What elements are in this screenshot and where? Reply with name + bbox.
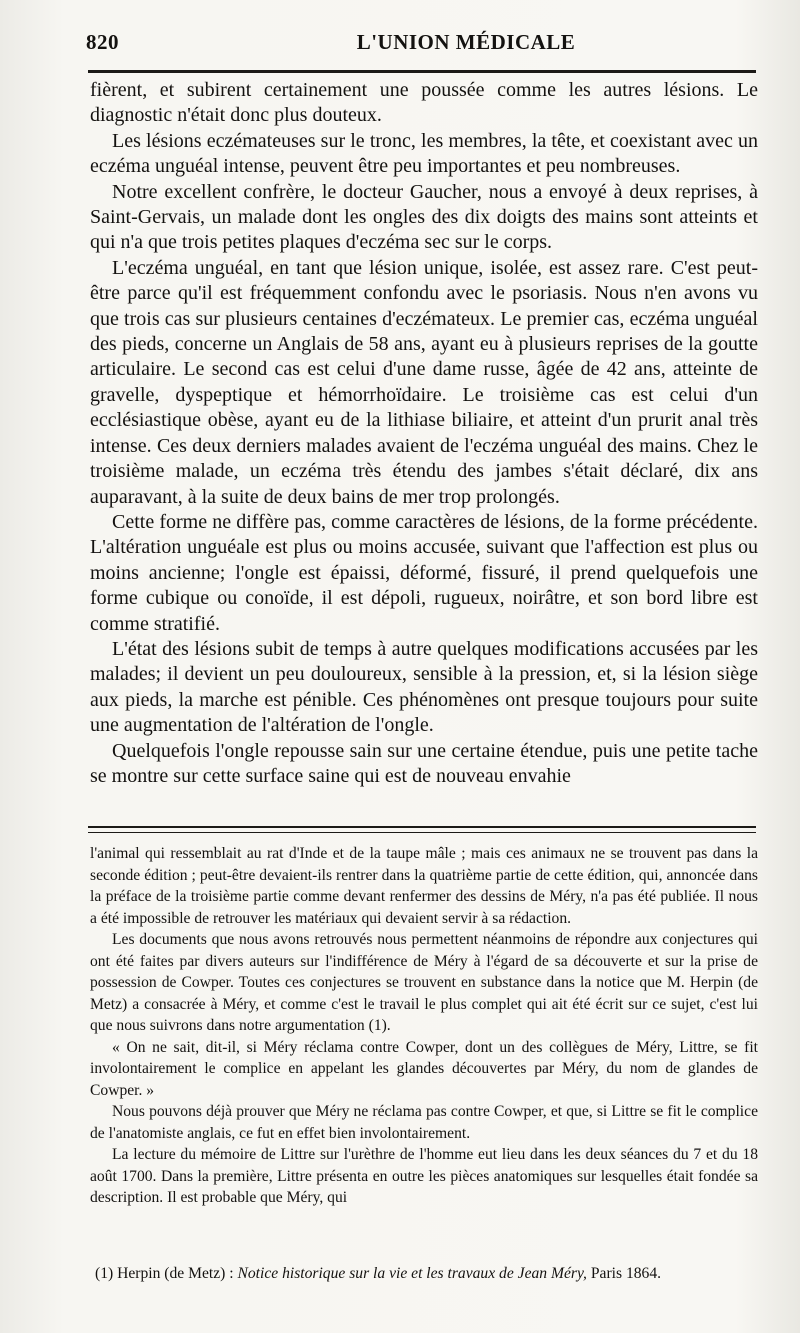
footnote-paragraph: Les documents que nous avons retrouvés nous permettent néanmoins de répondre aux conjectures qui ont été faites par divers auteurs sur l'indifférence de Méry à l'égard de sa découverte et sur la prise de possession de Cowper. Toutes ces conjectures se trouvent en substance dans la notice que M. Herpin (de Metz) a consacrée à Méry, et comme c'est le travail le plus complet qui ait été écrit sur ce sujet, c'est lui que nous suivrons dans notre argumentation (1).	[90, 931, 758, 1034]
footnote-marker: (1) Herpin (de Metz) :	[95, 1265, 234, 1282]
body-text	[90, 78, 758, 789]
body-paragraph: L'état des lésions subit de temps à autre quelques modifications accusées par les malades; il devient un peu douloureux, sensible à la pression, et, si la lésion siège aux pieds, la marche est pénible. Ces phénomènes ont presque toujours pour suite une augmentation de l'altération de l'ongle.	[90, 637, 758, 737]
page-header	[86, 30, 756, 60]
running-title: L'UNION MÉDICALE	[356, 30, 576, 54]
body-paragraph: L'eczéma unguéal, en tant que lésion unique, isolée, est assez rare. C'est peut-être parce qu'il est fréquemment confondu avec le psoriasis. Nous n'en avons vu que trois cas sur plusieurs centaines d'eczémateux. Le premier cas, eczéma unguéal des pieds, concerne un Anglais de 58 ans, ayant eu à plusieurs reprises de la goutte articulaire. Le second cas est celui d'une dame russe, âgée de 42 ans, atteinte de gravelle, dyspeptique et hémorrhoïdaire. Le troisième cas est celui d'un ecclésiastique obèse, ayant eu de la lithiase biliaire, et atteint d'un prurit anal très intense. Ces deux derniers malades avaient de l'eczéma unguéal des mains. Chez le troisième malade, un eczéma très étendu des jambes s'était déclaré, dix ans auparavant, à la suite de deux bains de mer trop prolongés.	[90, 256, 758, 508]
body-paragraph: fièrent, et subirent certainement une poussée comme les autres lésions. Le diagnostic n'était donc plus douteux.	[90, 79, 758, 127]
footnote-paragraph: l'animal qui ressemblait au rat d'Inde et de la taupe mâle ; mais ces animaux ne se trouvent pas dans la seconde édition ; peut-être devaient-ils rentrer dans la quatrième partie de cette édition, qui, annoncée dans la préface de la troisième partie comme devant renfermer des dessins de Méry, n'a pas été publiée. Il nous a été impossible de retrouver les matériaux qui devaient servir à sa rédaction.	[90, 845, 758, 927]
header-rule	[88, 70, 756, 73]
footnotes	[90, 843, 758, 1209]
footnote-paragraph: « On ne sait, dit-il, si Méry réclama contre Cowper, dont un des collègues de Méry, Littre, se fit involontairement le complice en appelant les glandes découvertes par Méry, du nom de glandes de Cowper. »	[90, 1038, 758, 1099]
footnote-separator	[88, 826, 756, 828]
footnote-paragraph: La lecture du mémoire de Littre sur l'urèthre de l'homme eut lieu dans les deux séances du 7 et du 18 août 1700. Dans la première, Littre présenta en outre les pièces anatomiques sur lesquelles était fondée sa description. Il est probable que Méry, qui	[90, 1146, 758, 1206]
page-number: 820	[86, 30, 119, 54]
body-paragraph: Cette forme ne diffère pas, comme caractères de lésions, de la forme précédente. L'altération unguéale est plus ou moins accusée, suivant que l'affection est plus ou moins ancienne; l'ongle est épaissi, déformé, fissuré, il prend quelquefois une forme cubique ou conoïde, il est dépoli, rugueux, noirâtre, et son bord libre est comme stratifié.	[90, 510, 758, 635]
footnote-reference	[95, 1263, 755, 1285]
footnote-paragraph: Nous pouvons déjà prouver que Méry ne réclama pas contre Cowper, et que, si Littre se fit le complice de l'anatomiste anglais, ce fut en effet bien involontairement.	[90, 1103, 758, 1142]
footnote-place-year: Paris 1864.	[590, 1265, 662, 1282]
body-paragraph: Les lésions eczémateuses sur le tronc, les membres, la tête, et coexistant avec un eczéma unguéal intense, peuvent être peu importantes et peu nombreuses.	[90, 129, 758, 178]
footnote-separator-thin	[88, 832, 756, 833]
footnote-title: Notice historique sur la vie et les travaux de Jean Méry,	[237, 1265, 587, 1282]
body-paragraph: Quelquefois l'ongle repousse sain sur une certaine étendue, puis une petite tache se montre sur cette surface saine qui est de nouveau envahie	[90, 739, 758, 787]
body-paragraph: Notre excellent confrère, le docteur Gaucher, nous a envoyé à deux reprises, à Saint-Gervais, un malade dont les ongles des dix doigts des mains sont atteints et qui n'a que trois petites plaques d'eczéma sec sur le corps.	[90, 180, 758, 254]
